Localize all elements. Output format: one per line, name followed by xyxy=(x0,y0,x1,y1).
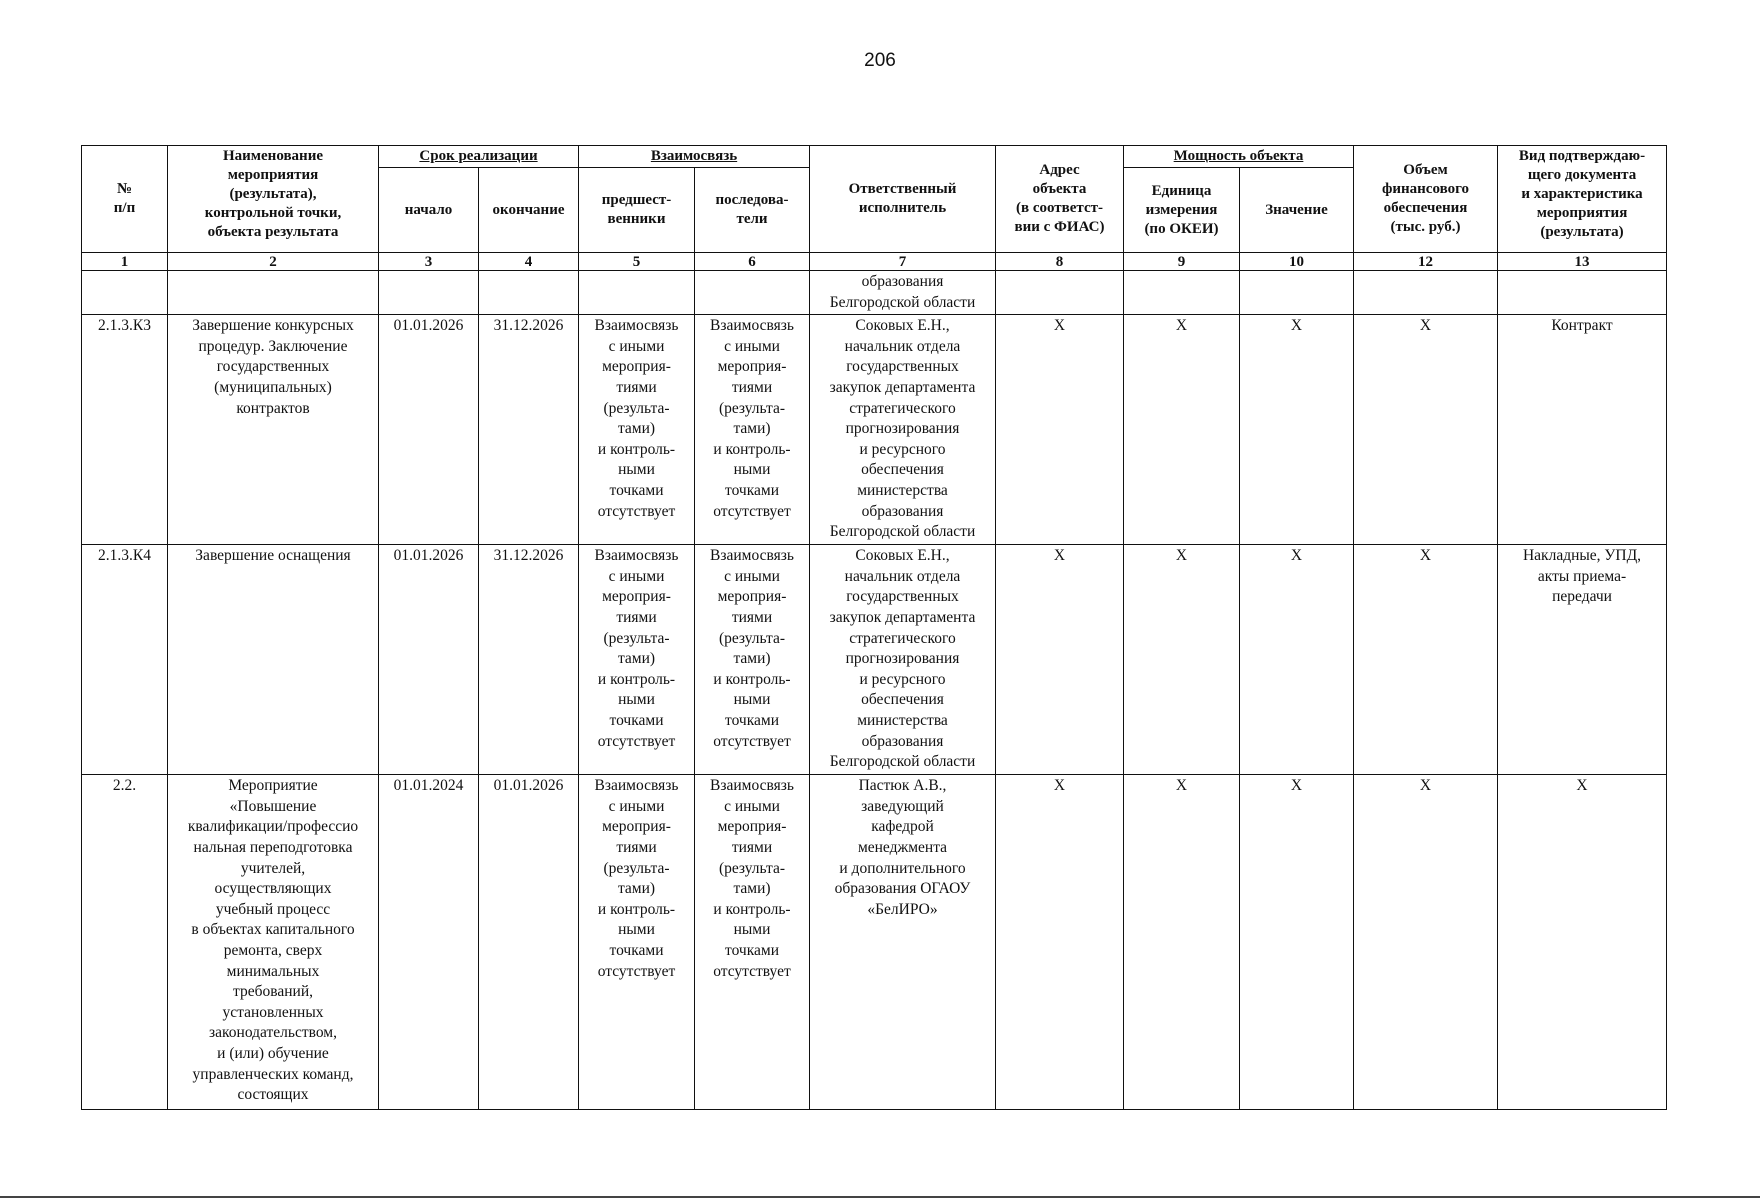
row-executor: Соковых Е.Н., начальник отдела государственных закупок департамента стратегического прогнозирования и ресурсного обеспечения министерства образования Белгородской области xyxy=(810,315,996,545)
schedule-table xyxy=(81,145,1667,1110)
row-doc: Х xyxy=(1498,775,1667,1110)
column-number: 7 xyxy=(810,253,996,271)
row-start: 01.01.2026 xyxy=(379,315,479,545)
column-number: 9 xyxy=(1124,253,1240,271)
row-doc xyxy=(1498,271,1667,315)
row-unit xyxy=(1124,271,1240,315)
page-number: 206 xyxy=(864,50,896,71)
row-name: Мероприятие «Повышение квалификации/профессио нальная переподготовка учителей, осуществляющих учебный процесс в объектах капитального ремонта, сверх минимальных требований, установленных законодательством, и (или) обучение управленческих команд, состоящих xyxy=(168,775,379,1110)
row-end xyxy=(479,271,579,315)
row-value: Х xyxy=(1240,545,1354,775)
header-num: № п/п xyxy=(82,146,168,253)
page-bottom-rule xyxy=(0,1196,1760,1198)
row-finance xyxy=(1354,271,1498,315)
header-successors: последова- тели xyxy=(695,168,810,253)
row-predecessors: Взаимосвязь с иными мероприя- тиями (результа- тами) и контроль- ными точками отсутствует xyxy=(579,545,695,775)
row-finance: Х xyxy=(1354,315,1498,545)
row-address: Х xyxy=(996,775,1124,1110)
row-num: 2.1.3.К4 xyxy=(82,545,168,775)
row-unit: Х xyxy=(1124,775,1240,1110)
column-number: 8 xyxy=(996,253,1124,271)
column-number: 2 xyxy=(168,253,379,271)
row-name xyxy=(168,271,379,315)
table-row xyxy=(82,271,1667,315)
column-number: 6 xyxy=(695,253,810,271)
row-unit: Х xyxy=(1124,315,1240,545)
header-executor: Ответственный исполнитель xyxy=(810,146,996,253)
row-successors: Взаимосвязь с иными мероприя- тиями (результа- тами) и контроль- ными точками отсутствует xyxy=(695,545,810,775)
header-period: Срок реализации xyxy=(379,146,579,168)
row-predecessors xyxy=(579,271,695,315)
header-relation: Взаимосвязь xyxy=(579,146,810,168)
header-end: окончание xyxy=(479,168,579,253)
row-successors: Взаимосвязь с иными мероприя- тиями (результа- тами) и контроль- ными точками отсутствует xyxy=(695,775,810,1110)
header-start: начало xyxy=(379,168,479,253)
row-end: 31.12.2026 xyxy=(479,315,579,545)
row-executor: образования Белгородской области xyxy=(810,271,996,315)
row-value: Х xyxy=(1240,775,1354,1110)
column-number: 4 xyxy=(479,253,579,271)
header-finance: Объем финансового обеспечения (тыс. руб.) xyxy=(1354,146,1498,253)
row-executor: Соковых Е.Н., начальник отдела государственных закупок департамента стратегического прогнозирования и ресурсного обеспечения министерства образования Белгородской области xyxy=(810,545,996,775)
header-capacity: Мощность объекта xyxy=(1124,146,1354,168)
row-predecessors: Взаимосвязь с иными мероприя- тиями (результа- тами) и контроль- ными точками отсутствует xyxy=(579,315,695,545)
row-successors: Взаимосвязь с иными мероприя- тиями (результа- тами) и контроль- ными точками отсутствует xyxy=(695,315,810,545)
row-end: 01.01.2026 xyxy=(479,775,579,1110)
row-start: 01.01.2026 xyxy=(379,545,479,775)
table-row xyxy=(82,545,1667,775)
column-number: 12 xyxy=(1354,253,1498,271)
row-doc: Контракт xyxy=(1498,315,1667,545)
header-address: Адрес объекта (в соответст- вии с ФИАС) xyxy=(996,146,1124,253)
column-number: 3 xyxy=(379,253,479,271)
column-number: 5 xyxy=(579,253,695,271)
header-predecessors: предшест- венники xyxy=(579,168,695,253)
row-successors xyxy=(695,271,810,315)
row-finance: Х xyxy=(1354,545,1498,775)
row-executor: Пастюк А.В., заведующий кафедрой менеджмента и дополнительного образования ОГАОУ «БелИРО» xyxy=(810,775,996,1110)
table-row xyxy=(82,775,1667,1110)
header-unit: Единица измерения (по ОКЕИ) xyxy=(1124,168,1240,253)
row-name: Завершение оснащения xyxy=(168,545,379,775)
row-predecessors: Взаимосвязь с иными мероприя- тиями (результа- тами) и контроль- ными точками отсутствует xyxy=(579,775,695,1110)
row-address: Х xyxy=(996,545,1124,775)
row-unit: Х xyxy=(1124,545,1240,775)
row-value: Х xyxy=(1240,315,1354,545)
header-doc-type: Вид подтверждаю- щего документа и характеристика мероприятия (результата) xyxy=(1498,146,1667,253)
column-number: 13 xyxy=(1498,253,1667,271)
row-address: Х xyxy=(996,315,1124,545)
row-address xyxy=(996,271,1124,315)
row-num xyxy=(82,271,168,315)
row-start xyxy=(379,271,479,315)
row-num: 2.2. xyxy=(82,775,168,1110)
row-start: 01.01.2024 xyxy=(379,775,479,1110)
column-number: 10 xyxy=(1240,253,1354,271)
row-name: Завершение конкурсных процедур. Заключение государственных (муниципальных) контрактов xyxy=(168,315,379,545)
row-value xyxy=(1240,271,1354,315)
row-end: 31.12.2026 xyxy=(479,545,579,775)
row-doc: Накладные, УПД, акты приема- передачи xyxy=(1498,545,1667,775)
row-finance: Х xyxy=(1354,775,1498,1110)
table-row xyxy=(82,315,1667,545)
row-num: 2.1.3.К3 xyxy=(82,315,168,545)
column-number: 1 xyxy=(82,253,168,271)
header-value: Значение xyxy=(1240,168,1354,253)
header-name: Наименование мероприятия (результата), контрольной точки, объекта результата xyxy=(168,146,379,253)
